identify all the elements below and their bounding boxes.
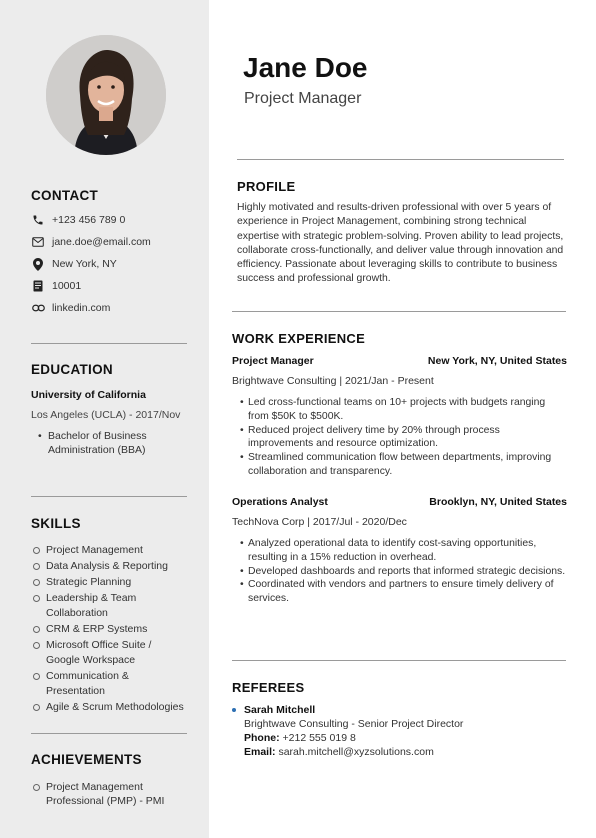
referee-phone-label: Phone	[244, 732, 277, 744]
contact-location-text: New York, NY	[52, 258, 117, 270]
header-divider	[237, 159, 564, 160]
job-org-dates: TechNova Corp | 2017/Jul - 2020/Dec	[232, 516, 407, 528]
job-bullet: • Analyzed operational data to identify cost-saving opportunities, resulting in a 15% reduction in overhead.	[240, 537, 567, 565]
skills-heading: SKILLS	[31, 516, 81, 531]
contact-phone	[31, 212, 125, 228]
job-bullets	[240, 396, 567, 479]
skill-item: Microsoft Office Suite / Google Workspace	[31, 638, 171, 668]
profile-text: Highly motivated and results-driven professional with over 5 years of experience in Project Management, combining strong technical expertise with strategic problem-solving. Proven ability to lead projects, collaborate cross-functionally, and deliver value through innovation and efficiency. Passionate about leveraging skills to contribute to business success and professional growth.	[237, 202, 564, 285]
referee-email-label: Email	[244, 746, 273, 758]
candidate-name: Jane Doe	[243, 52, 368, 83]
education-heading: EDUCATION	[31, 362, 113, 377]
contact-postal	[31, 278, 81, 294]
contact-linkedin-text[interactable]: linkedin.com	[52, 302, 111, 314]
skill-item: Project Management	[31, 543, 201, 558]
referee-phone: +212 555 019 8	[282, 732, 356, 744]
skill-item: Leadership & Team Collaboration	[31, 591, 156, 621]
referee-email-line: Email: sarah.mitchell@xyzsolutions.com	[244, 746, 434, 758]
job-bullet: • Streamlined communication flow between departments, improving collaboration and transparency.	[240, 451, 567, 479]
job-header	[232, 355, 567, 367]
referee-position: Brightwave Consulting - Senior Project Director	[244, 718, 464, 730]
section-divider	[232, 660, 566, 661]
email-icon	[31, 235, 45, 249]
job-bullet: • Led cross-functional teams on 10+ projects with budgets ranging from $50K to $500K.	[240, 396, 567, 424]
achievements-heading: ACHIEVEMENTS	[31, 752, 142, 767]
contact-heading: CONTACT	[31, 188, 99, 203]
education-location-date: Los Angeles (UCLA) - 2017/Nov	[31, 409, 181, 421]
job-bullet: • Reduced project delivery time by 20% through process improvements and resource optimization.	[240, 424, 567, 452]
skill-item: Agile & Scrum Methodologies	[31, 700, 201, 715]
sidebar-divider	[31, 496, 187, 497]
phone-icon	[31, 213, 45, 227]
referee-email[interactable]: sarah.mitchell@xyzsolutions.com	[278, 746, 434, 758]
referee-name: Sarah Mitchell	[244, 704, 316, 716]
job-role: Project Manager	[232, 355, 314, 367]
job-bullets	[240, 537, 567, 606]
education-school: University of California	[31, 389, 146, 401]
referee-phone-line: Phone: +212 555 019 8	[244, 732, 356, 744]
profile-photo	[46, 35, 166, 155]
section-divider	[232, 311, 566, 312]
contact-email	[31, 234, 151, 250]
job-location: New York, NY, United States	[427, 355, 567, 367]
education-degree: • Bachelor of Business Administration (BBA)	[38, 429, 188, 457]
job-header	[232, 496, 567, 508]
profile-heading: PROFILE	[237, 179, 296, 194]
skills-list	[31, 543, 201, 716]
referee-item	[232, 703, 567, 759]
contact-email-text: jane.doe@email.com	[52, 236, 151, 248]
contact-linkedin[interactable]	[31, 300, 110, 316]
sidebar-divider	[31, 343, 187, 344]
job-bullet: • Coordinated with vendors and partners to ensure timely delivery of services.	[240, 578, 567, 606]
skill-item: Communication & Presentation	[31, 669, 156, 699]
contact-location	[31, 256, 117, 272]
education-degree-text: Bachelor of Business Administration (BBA)	[48, 430, 147, 456]
skill-item: Strategic Planning	[31, 575, 201, 590]
skill-item: CRM & ERP Systems	[31, 622, 201, 637]
contact-phone-text: +123 456 789 0	[52, 214, 126, 226]
job-bullet: • Developed dashboards and reports that informed strategic decisions.	[240, 565, 567, 579]
link-icon	[31, 301, 45, 315]
work-experience-heading: WORK EXPERIENCE	[232, 331, 366, 346]
postal-code-icon	[31, 279, 45, 293]
job-org-dates: Brightwave Consulting | 2021/Jan - Present	[232, 375, 434, 387]
referees-heading: REFEREES	[232, 680, 305, 695]
job-location: Brooklyn, NY, United States	[429, 496, 567, 508]
candidate-title: Project Manager	[244, 90, 362, 107]
skill-item: Data Analysis & Reporting	[31, 559, 201, 574]
job-role: Operations Analyst	[232, 496, 328, 508]
contact-postal-text: 10001	[52, 280, 82, 292]
sidebar	[0, 0, 209, 838]
achievement-item: Project Management Professional (PMP) - PMI	[31, 780, 201, 808]
location-pin-icon	[31, 257, 45, 271]
sidebar-divider	[31, 733, 187, 734]
bullet-dot	[232, 708, 236, 712]
